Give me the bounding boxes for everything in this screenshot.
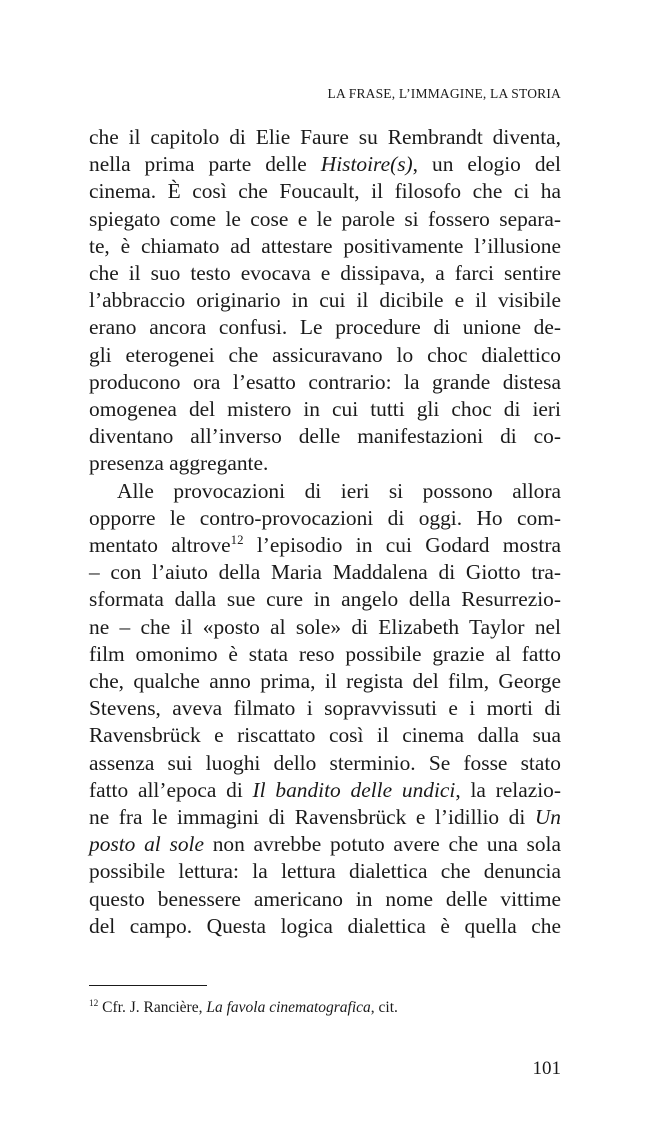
text-line: che il suo testo evocava e dissipava, a farci sentire	[89, 261, 561, 286]
text-line: cinema. È così che Foucault, il filosofo che ci ha	[89, 179, 561, 204]
text-line: l’abbraccio originario in cui il dicibile e il visibile	[89, 288, 561, 313]
text-line: questo benessere americano in nome delle vittime	[89, 886, 561, 911]
italic-title: Il bandito delle undici	[252, 777, 456, 802]
text-line: ne – che il «posto al sole» di Elizabeth Taylor nel	[89, 614, 561, 639]
text-line: erano ancora confusi. Le procedure di unione de-	[89, 315, 561, 340]
footnote-number: 12	[89, 998, 99, 1009]
body-text	[89, 124, 561, 940]
text-line: sformata dalla sue cure in angelo della Resurrezio-	[89, 587, 561, 612]
text-line: che, qualche anno prima, il regista del film, George	[89, 669, 561, 694]
text-line: del campo. Questa logica dialettica è quella che	[89, 913, 561, 938]
text-line: gli eterogenei che assicuravano lo choc dialettico	[89, 342, 561, 367]
italic-title: Un	[534, 805, 561, 830]
text-line: omogenea del mistero in cui tutti gli choc di ieri	[89, 397, 561, 422]
text-line: producono ora l’esatto contrario: la grande distesa	[89, 369, 561, 394]
italic-title: Histoire(s)	[320, 152, 413, 177]
text-line: spiegato come le cose e le parole si fossero separa-	[89, 206, 561, 231]
paragraph-2	[89, 478, 561, 940]
text-line: possibile lettura: la lettura dialettica che denuncia	[89, 859, 561, 884]
text-line: Ravensbrück e riscattato così il cinema dalla sua	[89, 723, 561, 748]
text-line: presenza aggregante.	[89, 451, 269, 476]
text-line: che il capitolo di Elie Faure su Rembrandt diventa,	[89, 125, 561, 149]
text-line: – con l’aiuto della Maria Maddalena di Giotto tra-	[89, 560, 561, 585]
text-line: Stevens, aveva filmato i sopravvissuti e i morti di	[89, 696, 561, 721]
text-line: opporre le contro-provocazioni di oggi. Ho com-	[89, 505, 561, 530]
text-line: fatto all’epoca di Il bandito delle undici, la relazio-	[89, 777, 561, 802]
page-number: 101	[532, 1058, 561, 1079]
footnote-ref: 12	[230, 532, 244, 547]
text-line: assenza sui luoghi dello sterminio. Se fosse stato	[89, 750, 561, 775]
italic-title: posto al sole	[89, 832, 204, 857]
text-line: te, è chiamato ad attestare positivamente l’illusione	[89, 233, 561, 258]
text-line: film omonimo è stata reso possibile grazie al fatto	[89, 641, 561, 666]
text-line: posto al sole non avrebbe potuto avere che una sola	[89, 832, 561, 857]
text-line: mentato altrove$^{12}$ l’episodio in cui Godard mostra	[89, 532, 561, 558]
text-line: ne fra le immagini di Ravensbrück e l’idillio di Un	[89, 805, 561, 830]
italic-title: La favola cinematografica	[206, 999, 371, 1016]
text-line: Alle provocazioni di ieri si possono allora	[117, 478, 561, 503]
text-line: diventano all’inverso delle manifestazioni di co-	[89, 424, 561, 449]
running-head: LA FRASE, L’IMMAGINE, LA STORIA	[327, 86, 561, 101]
text-line: nella prima parte delle Histoire(s), un elogio del	[89, 152, 561, 177]
footnote-divider	[89, 985, 207, 986]
footnote: $^{12}$ Cfr. J. Rancière, La favola cinematografica, cit.	[89, 998, 398, 1016]
paragraph-1	[89, 124, 561, 478]
